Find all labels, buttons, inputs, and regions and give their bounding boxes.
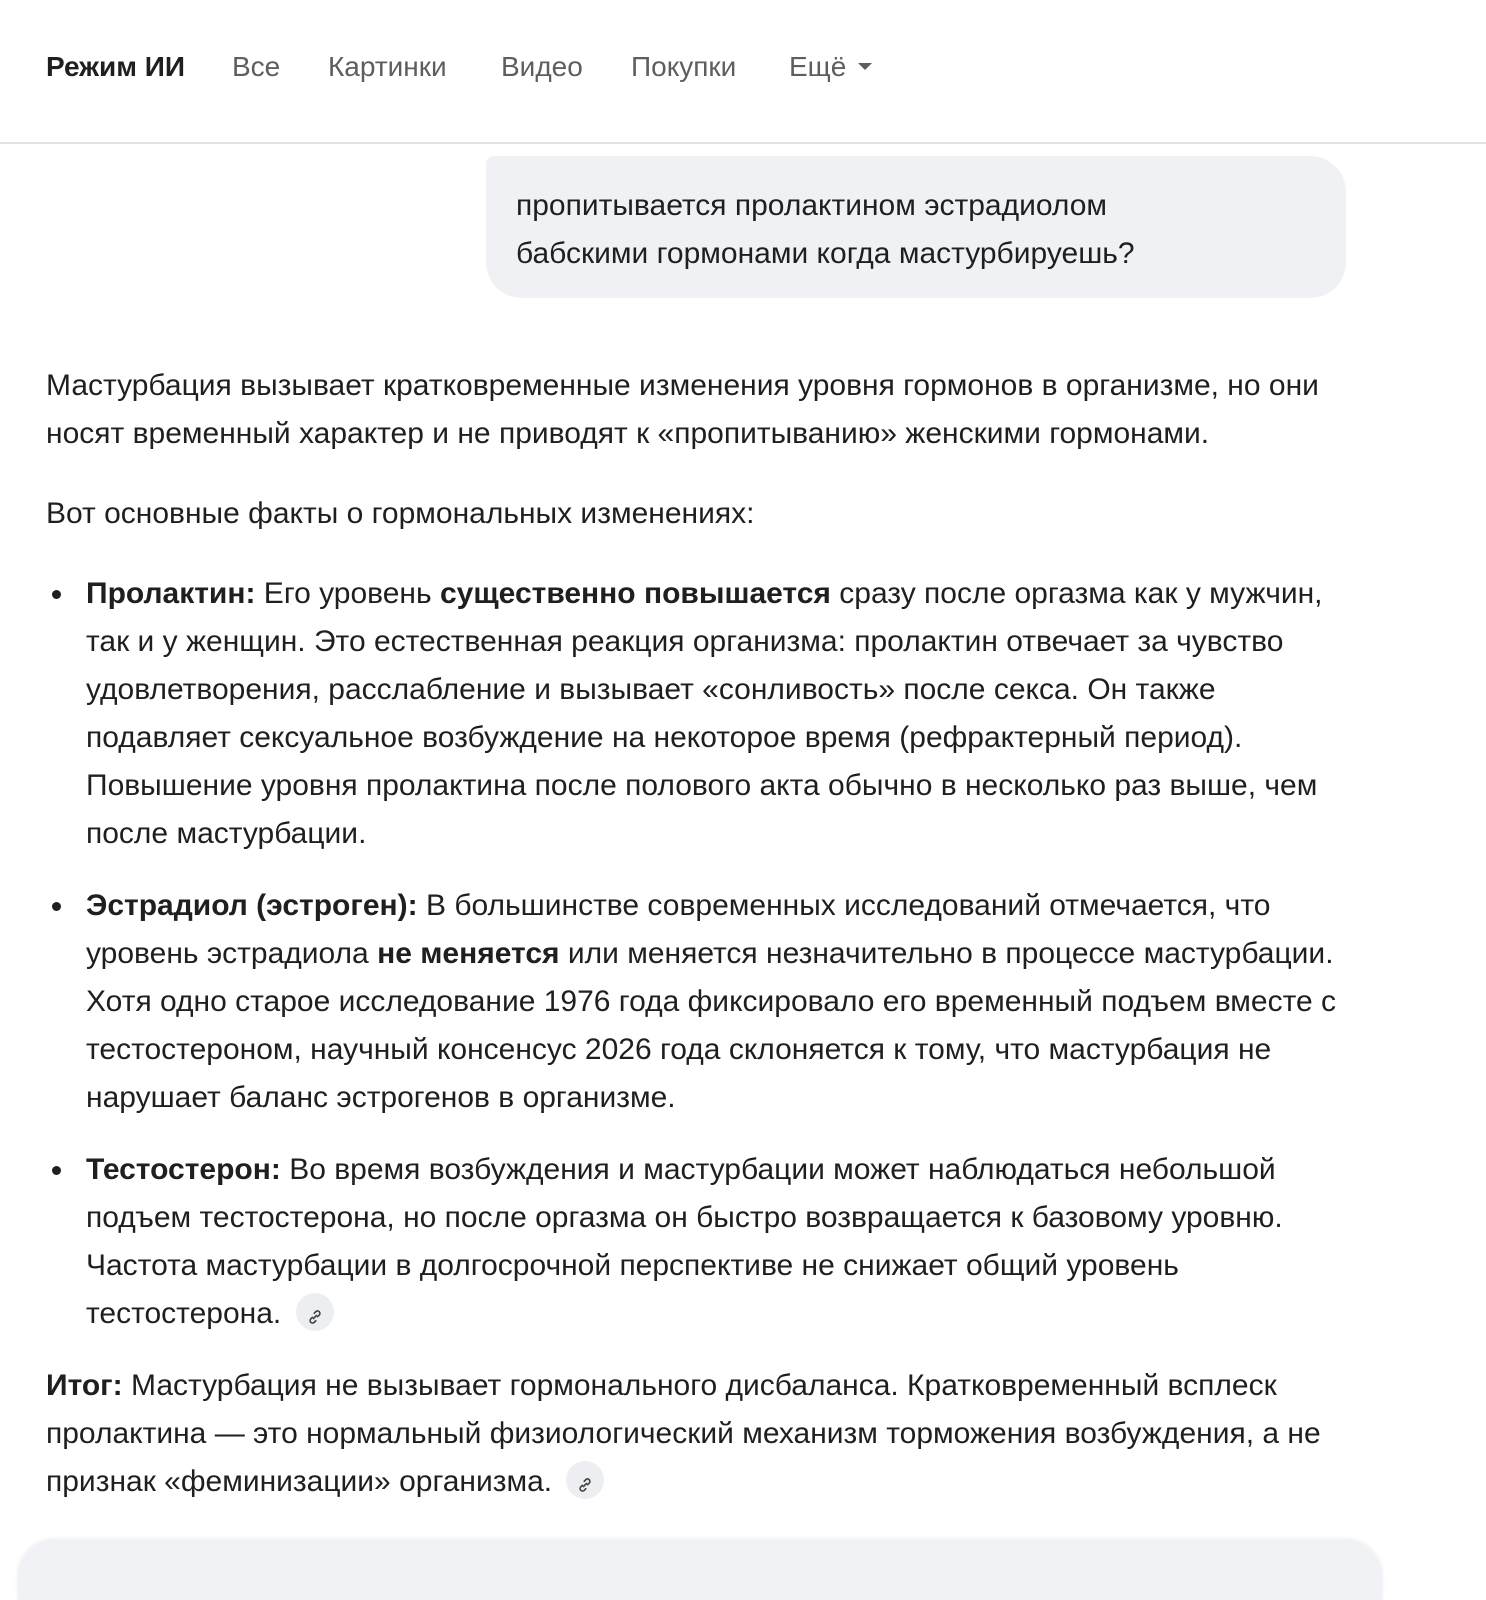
user-query-bubble [486, 156, 1346, 298]
user-query-line-1: пропитывается пролактином эстрадиолом [516, 189, 1108, 222]
tab-videos[interactable]: Видео [501, 51, 583, 82]
answer-intro: Мастурбация вызывает кратковременные изменения уровня гормонов в организме, но они носят временный характер и не приводят к «пропитыванию» женскими гормонами. [46, 369, 1319, 450]
tab-more[interactable] [789, 48, 872, 86]
item-emphasis: не меняется [377, 937, 560, 970]
answer-list [46, 570, 1346, 1338]
item-title: Пролактин: [86, 577, 256, 610]
summary-title: Итог: [46, 1369, 123, 1402]
item-emphasis: существенно повышается [439, 577, 831, 610]
tab-ai-mode[interactable]: Режим ИИ [46, 51, 185, 82]
tab-all[interactable]: Все [232, 51, 281, 82]
tab-more-label: Ещё [789, 51, 847, 82]
item-title: Тестостерон: [86, 1153, 281, 1186]
tab-images[interactable]: Картинки [328, 51, 447, 82]
user-query-line-2: бабскими гормонами когда мастурбируешь? [516, 237, 1135, 270]
link-icon [576, 1476, 594, 1494]
item-text: Во время возбуждения и мастурбации может наблюдаться небольшой подъем тестостерона, но после оргазма он быстро возвращается к базовому уровню. Частота мастурбации в долгосрочной перспективе не снижает общий уровень тестостерона. [86, 1153, 1283, 1330]
item-title: Эстрадиол (эстроген): [86, 889, 418, 922]
item-text: или меняется незначительно в процессе мастурбации. Хотя одно старое исследование 1976 года фиксировало его временный подъем вместе с тестостероном, научный консенсус 2026 года склоняется к тому, что мастурбация не нарушает баланс эстрогенов в организме. [86, 937, 1337, 1114]
link-icon [306, 1308, 324, 1326]
item-text: Его уровень [255, 577, 440, 610]
top-navigation [0, 0, 1486, 144]
source-link-button[interactable] [566, 1461, 604, 1499]
summary-text: Мастурбация не вызывает гормонального дисбаланса. Кратковременный всплеск пролактина — это нормальный физиологический механизм торможения возбуждения, а не признак «феминизации» организма. [46, 1369, 1321, 1498]
source-link-button[interactable] [296, 1293, 334, 1331]
answer-summary [46, 1362, 1346, 1506]
answer-lead: Вот основные факты о гормональных изменениях: [46, 497, 755, 530]
chevron-down-icon [858, 63, 872, 70]
item-text: В большинстве современных исследований отмечается, что уровень эстрадиола [86, 889, 1271, 970]
tab-shopping[interactable]: Покупки [631, 51, 737, 82]
list-item-testosterone [86, 1146, 1346, 1338]
follow-up-input-bar[interactable] [18, 1540, 1382, 1600]
list-item-estradiol [86, 882, 1346, 1122]
ai-answer [46, 362, 1346, 1538]
list-item-prolactin [86, 570, 1346, 858]
item-text: сразу после оргазма как у мужчин, так и у женщин. Это естественная реакция организма: пролактин отвечает за чувство удовлетворения, расслабление и вызывает «сонливость» после секса. Он также подавляет сексуальное возбуждение на некоторое время (рефрактерный период). Повышение уровня пролактина после полового акта обычно в несколько раз выше, чем после мастурбации. [86, 577, 1323, 850]
